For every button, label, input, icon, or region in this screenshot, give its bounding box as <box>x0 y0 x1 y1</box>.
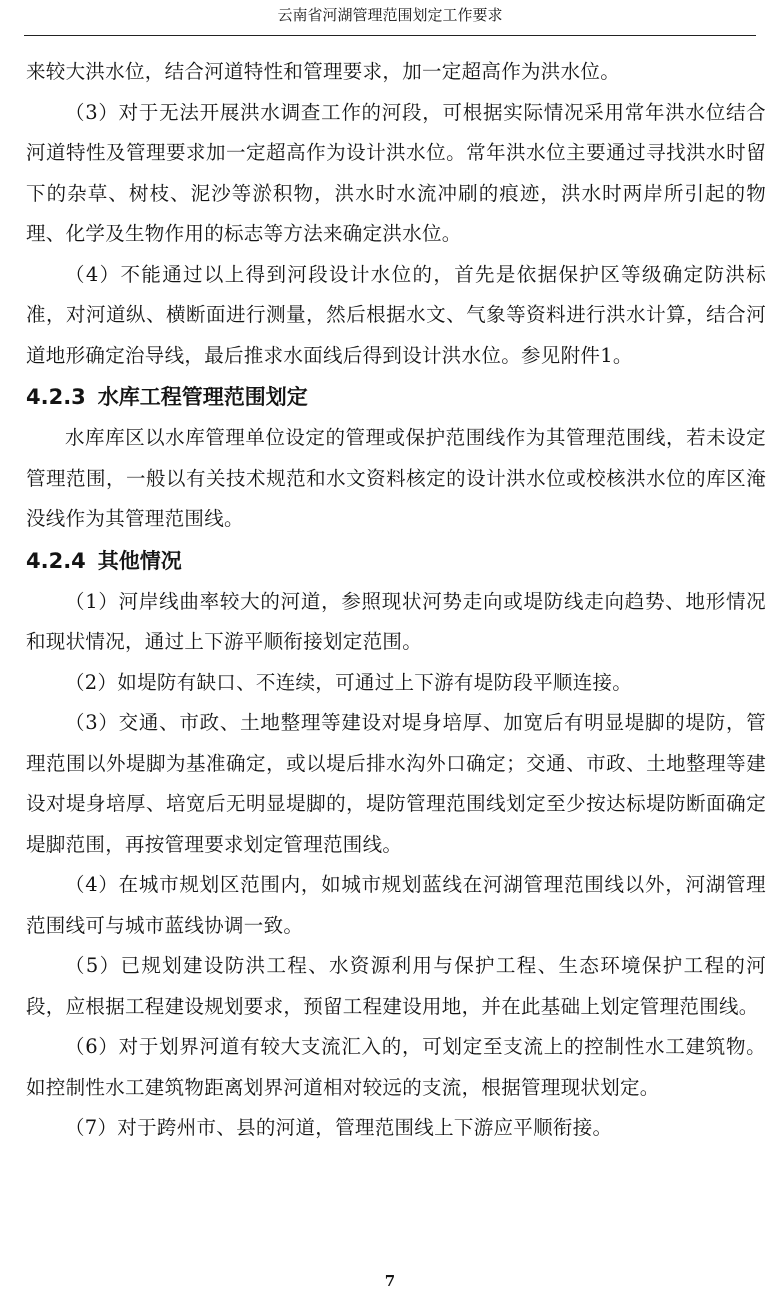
paragraph: （6）对于划界河道有较大支流汇入的，可划定至支流上的控制性水工建筑物。如控制性水工建筑物距离划界河道相对较远的支流，根据管理现状划定。 <box>26 1035 766 1099</box>
section-title: 水库工程管理范围划定 <box>97 385 308 409</box>
paragraph: （2）如堤防有缺口、不连续，可通过上下游有堤防段平顺连接。 <box>65 670 633 694</box>
paragraph: 水库库区以水库管理单位设定的管理或保护范围线作为其管理范围线，若未设定管理范围，一般以有关技术规范和水文资料核定的设计洪水位或校核洪水位的库区淹没线作为其管理范围线。 <box>26 426 766 530</box>
page-number: 7 <box>384 1272 396 1290</box>
paragraph: （1）河岸线曲率较大的河道，参照现状河势走向或堤防线走向趋势、地形情况和现状情况，通过上下游平顺衔接划定范围。 <box>26 589 766 653</box>
paragraph: （3）交通、市政、土地整理等建设对堤身培厚、加宽后有明显堤脚的堤防，管理范围以外堤脚为基准确定，或以堤后排水沟外口确定；交通、市政、土地整理等建设对堤身培厚、培宽后无明显堤脚的，堤防管理范围线划定至少按达标堤防断面确定堤脚范围，再按管理要求划定管理范围线。 <box>26 711 766 856</box>
paragraph: （7）对于跨州市、县的河道，管理范围线上下游应平顺衔接。 <box>65 1116 613 1139</box>
section-heading <box>26 540 766 582</box>
paragraph: （5）已规划建设防洪工程、水资源利用与保护工程、生态环境保护工程的河段，应根据工程建设规划要求，预留工程建设用地，并在此基础上划定管理范围线。 <box>26 954 766 1018</box>
document-body <box>26 52 766 1149</box>
paragraph: （4）不能通过以上得到河段设计水位的，首先是依据保护区等级确定防洪标准，对河道纵、横断面进行测量，然后根据水文、气象等资料进行洪水计算，结合河道地形确定治导线，最后推求水面线后得到设计洪水位。参见附件1。 <box>26 262 766 367</box>
section-number: 4.2.3 <box>26 385 86 409</box>
continued-paragraph: 来较大洪水位，结合河道特性和管理要求，加一定超高作为洪水位。 <box>26 60 621 83</box>
running-header: 云南省河湖管理范围划定工作要求 <box>24 0 756 36</box>
section-heading <box>26 376 766 418</box>
paragraph: （4）在城市规划区范围内，如城市规划蓝线在河湖管理范围线以外，河湖管理范围线可与城市蓝线协调一致。 <box>26 873 766 937</box>
section-number: 4.2.4 <box>26 548 86 573</box>
section-title: 其他情况 <box>97 548 182 573</box>
paragraph: （3）对于无法开展洪水调查工作的河段，可根据实际情况采用常年洪水位结合河道特性及管理要求加一定超高作为设计洪水位。常年洪水位主要通过寻找洪水时留下的杂草、树枝、泥沙等淤积物，洪水时水流冲刷的痕迹，洪水时两岸所引起的物理、化学及生物作用的标志等方法来确定洪水位。 <box>26 100 766 245</box>
